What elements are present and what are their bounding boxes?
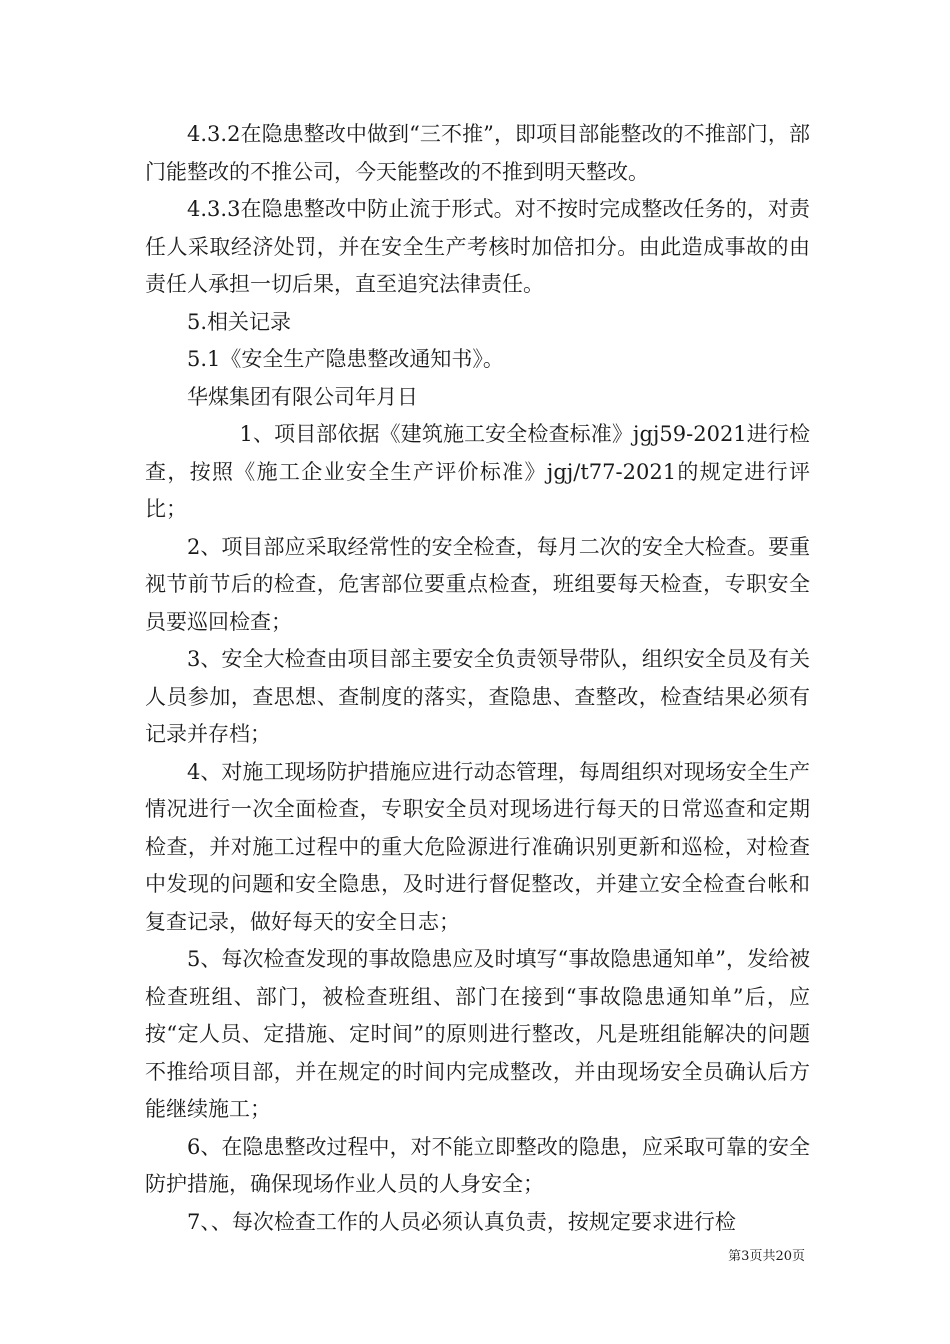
section-heading-related-records: 5.相关记录 xyxy=(187,309,292,334)
list-item-4: 4、对施工现场防护措施应进行动态管理，每周组织对现场安全生产情况进行一次全面检查，专职安全员对现场进行每天的日常巡查和定期检查，并对施工过程中的重大危险源进行准确识别更新和巡检，对检查中发现的问题和安全隐患，及时进行督促整改，并建立安全检查台帐和复查记录，做好每天的安全日志； xyxy=(145,759,810,934)
company-signature-line: 华煤集团有限公司年月日 xyxy=(187,384,418,409)
document-body xyxy=(145,116,810,1241)
list-item-1: 1、项目部依据《建筑施工安全检查标准》jgj59-2021进行检查，按照《施工企业安全生产评价标准》jgj/t77-2021的规定进行评比； xyxy=(145,422,810,521)
list-item-2: 2、项目部应采取经常性的安全检查，每月二次的安全大检查。要重视节前节后的检查，危害部位要重点检查，班组要每天检查，专职安全员要巡回检查； xyxy=(145,534,810,634)
list-item-5: 5、每次检查发现的事故隐患应及时填写“事故隐患通知单”，发给被检查班组、部门，被检查班组、部门在接到“事故隐患通知单”后，应按“定人员、定措施、定时间”的原则进行整改，凡是班组能解决的问题不推给项目部，并在规定的时间内完成整改，并由现场安全员确认后方能继续施工； xyxy=(145,947,810,1121)
paragraph-4-3-3: 4.3.3在隐患整改中防止流于形式。对不按时完成整改任务的，对责任人采取经济处罚，并在安全生产考核时加倍扣分。由此造成事故的由责任人承担一切后果，直至追究法律责任。 xyxy=(145,197,810,296)
list-item-3: 3、安全大检查由项目部主要安全负责领导带队，组织安全员及有关人员参加，查思想、查制度的落实，查隐患、查整改，检查结果必须有记录并存档； xyxy=(145,647,810,746)
paragraph-4-3-2: 4.3.2在隐患整改中做到“三不推”，即项目部能整改的不推部门，部门能整改的不推公司，今天能整改的不推到明天整改。 xyxy=(145,122,810,184)
list-item-7: 7、、每次检查工作的人员必须认真负责，按规定要求进行检 xyxy=(187,1209,736,1234)
paragraph-5-1: 5.1《安全生产隐患整改通知书》。 xyxy=(187,347,504,371)
page-number: 第3页共20页 xyxy=(728,1249,805,1264)
list-item-6: 6、在隐患整改过程中，对不能立即整改的隐患，应采取可靠的安全防护措施，确保现场作业人员的人身安全； xyxy=(145,1134,810,1196)
